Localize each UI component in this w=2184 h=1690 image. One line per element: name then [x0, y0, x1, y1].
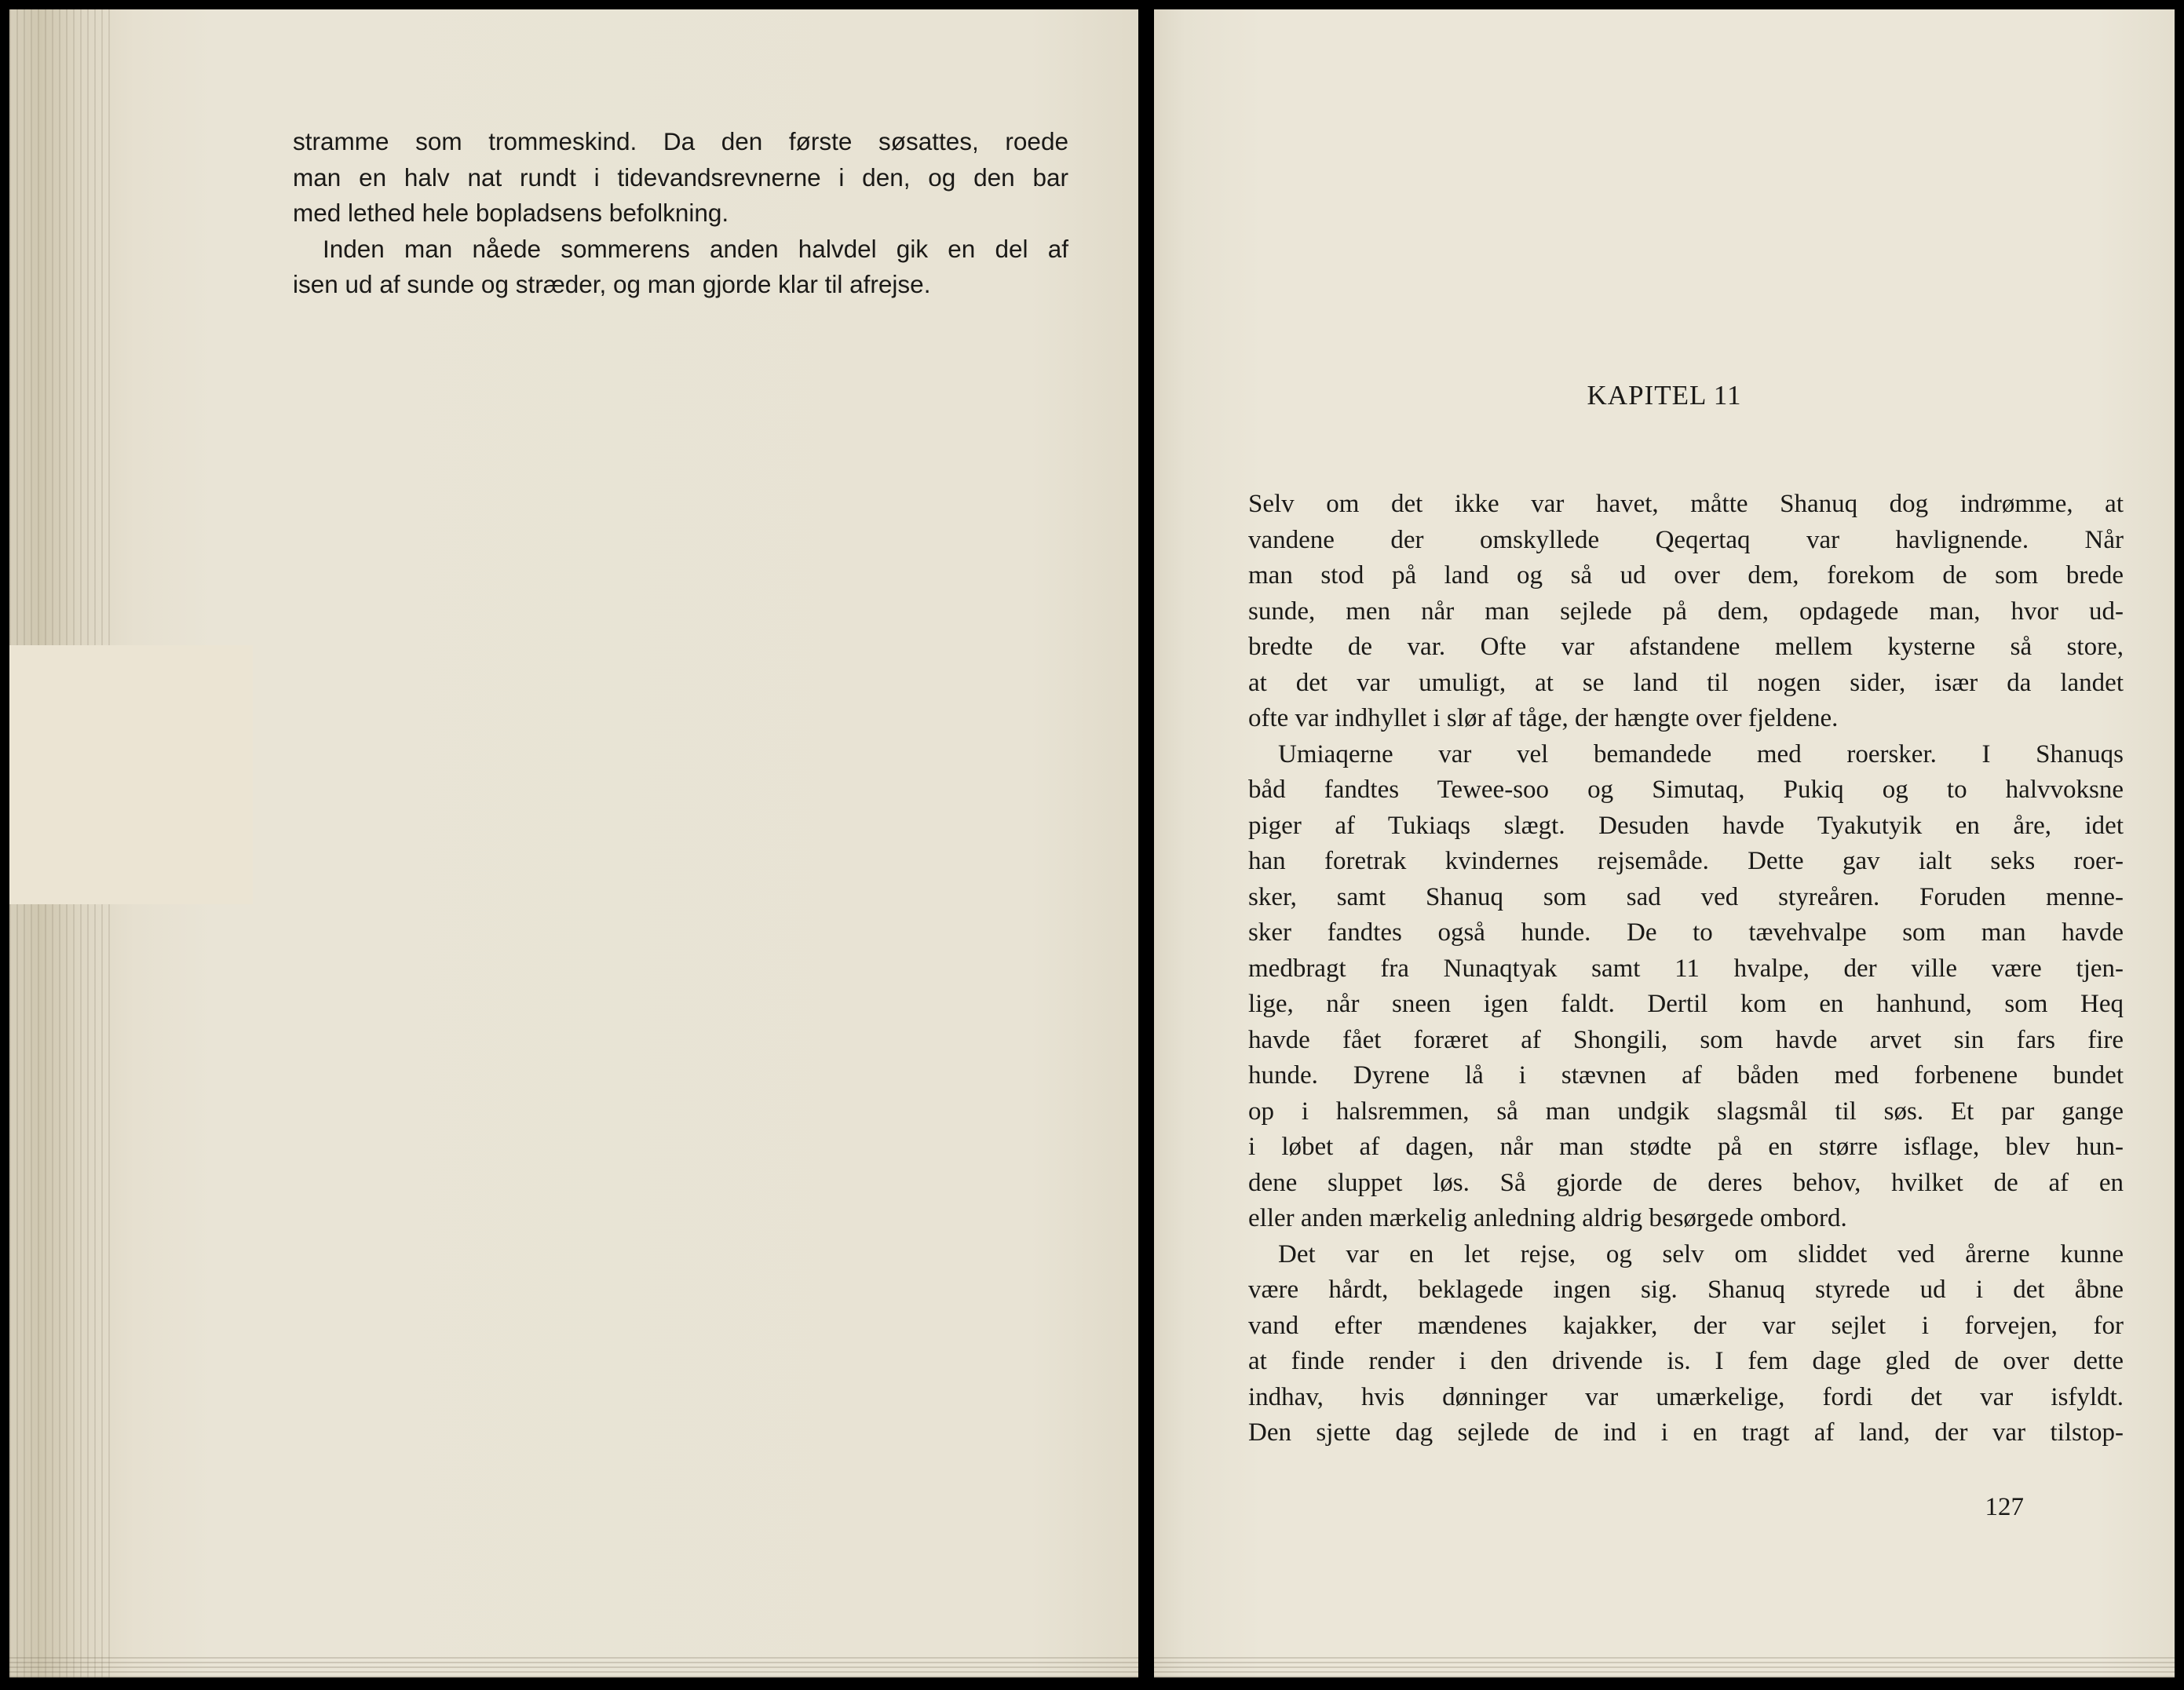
- text-line: stramme som trommeskind. Da den første søsattes, roede: [293, 127, 1068, 155]
- text-line: eller anden mærkelig anledning aldrig besørgede ombord.: [1248, 1204, 1847, 1232]
- text-line: op i halsremmen, så man undgik slagsmål til søs. Et par gange: [1248, 1097, 2124, 1126]
- text-line: vand efter mændenes kajakker, der var sejlet i forvejen, for: [1248, 1311, 2124, 1340]
- text-line: være hårdt, beklagede ingen sig. Shanuq styrede ud i det åbne: [1248, 1276, 2124, 1304]
- paragraph: [1248, 487, 2124, 737]
- right-page-text: [1248, 487, 2124, 1451]
- text-line: sker fandtes også hunde. De to tævehvalpe som man havde: [1248, 918, 2124, 947]
- paragraph: [293, 124, 1068, 232]
- text-line: man en halv nat rundt i tidevandsrevnerne i den, og den bar: [293, 162, 1068, 192]
- text-line: vandene der omskyllede Qeqertaq var havlignende. Når: [1248, 525, 2124, 554]
- text-line: Den sjette dag sejlede de ind i en tragt af land, der var tilstop-: [1248, 1418, 2124, 1447]
- text-line: isen ud af sunde og stræder, og man gjorde klar til afrejse.: [293, 270, 931, 298]
- text-line: sunde, men når man sejlede på dem, opdagede man, hvor ud-: [1248, 597, 2124, 626]
- text-line: bredte de var. Ofte var afstandene mellem kysterne så store,: [1248, 633, 2124, 661]
- page-number: 127: [1985, 1493, 2024, 1521]
- chapter-title: KAPITEL 11: [1587, 380, 1742, 411]
- paragraph: [1248, 1237, 2124, 1451]
- text-line: hunde. Dyrene lå i stævnen af båden med forbenene bundet: [1248, 1061, 2124, 1090]
- paragraph: [293, 232, 1068, 303]
- text-line: Umiaqerne var vel bemandede med roersker. I Shanuqs: [1278, 739, 2124, 768]
- text-line: Inden man nåede sommerens anden halvdel gik en del af: [323, 234, 1068, 263]
- text-line: båd fandtes Tewee-soo og Simutaq, Pukiq og to halvvoksne: [1248, 776, 2124, 804]
- page-bottom-edge: [9, 1657, 1138, 1677]
- paragraph: [1248, 737, 2124, 1237]
- text-line: medbragt fra Nunaqtyak samt 11 hvalpe, der ville være tjen-: [1248, 954, 2124, 983]
- text-line: piger af Tukiaqs slægt. Desuden havde Tyakutyik en åre, idet: [1248, 811, 2124, 840]
- text-line: dene sluppet løs. Så gjorde de deres behov, hvilket de af en: [1248, 1168, 2124, 1197]
- text-line: med lethed hele bopladsens befolkning.: [293, 199, 729, 227]
- text-line: lige, når sneen igen faldt. Dertil kom en hanhund, som Heq: [1248, 990, 2124, 1018]
- text-line: i løbet af dagen, når man stødte på en større isflage, blev hun-: [1248, 1133, 2124, 1161]
- page-bottom-edge: [1154, 1657, 2175, 1677]
- right-page: [1154, 9, 2175, 1677]
- left-page-text: [293, 124, 1068, 303]
- text-line: Det var en let rejse, og selv om sliddet ved årerne kunne: [1278, 1239, 2124, 1268]
- text-line: at finde render i den drivende is. I fem dage gled de over dette: [1248, 1347, 2124, 1375]
- text-line: at det var umuligt, at se land til nogen sider, især da landet: [1248, 668, 2124, 697]
- left-page: [9, 9, 1138, 1677]
- text-line: Selv om det ikke var havet, måtte Shanuq dog indrømme, at: [1248, 490, 2124, 518]
- page-edge-gap: [9, 645, 253, 904]
- text-line: havde fået foræret af Shongili, som havde arvet sin fars fire: [1248, 1025, 2124, 1054]
- text-line: indhav, hvis dønninger var umærkelige, fordi det var isfyldt.: [1248, 1382, 2124, 1411]
- text-line: sker, samt Shanuq som sad ved styreåren. Foruden menne-: [1248, 882, 2124, 911]
- text-line: han foretrak kvindernes rejsemåde. Dette gav ialt seks roer-: [1248, 847, 2124, 875]
- text-line: man stod på land og så ud over dem, forekom de som brede: [1248, 561, 2124, 589]
- text-line: ofte var indhyllet i slør af tåge, der hængte over fjeldene.: [1248, 704, 1839, 732]
